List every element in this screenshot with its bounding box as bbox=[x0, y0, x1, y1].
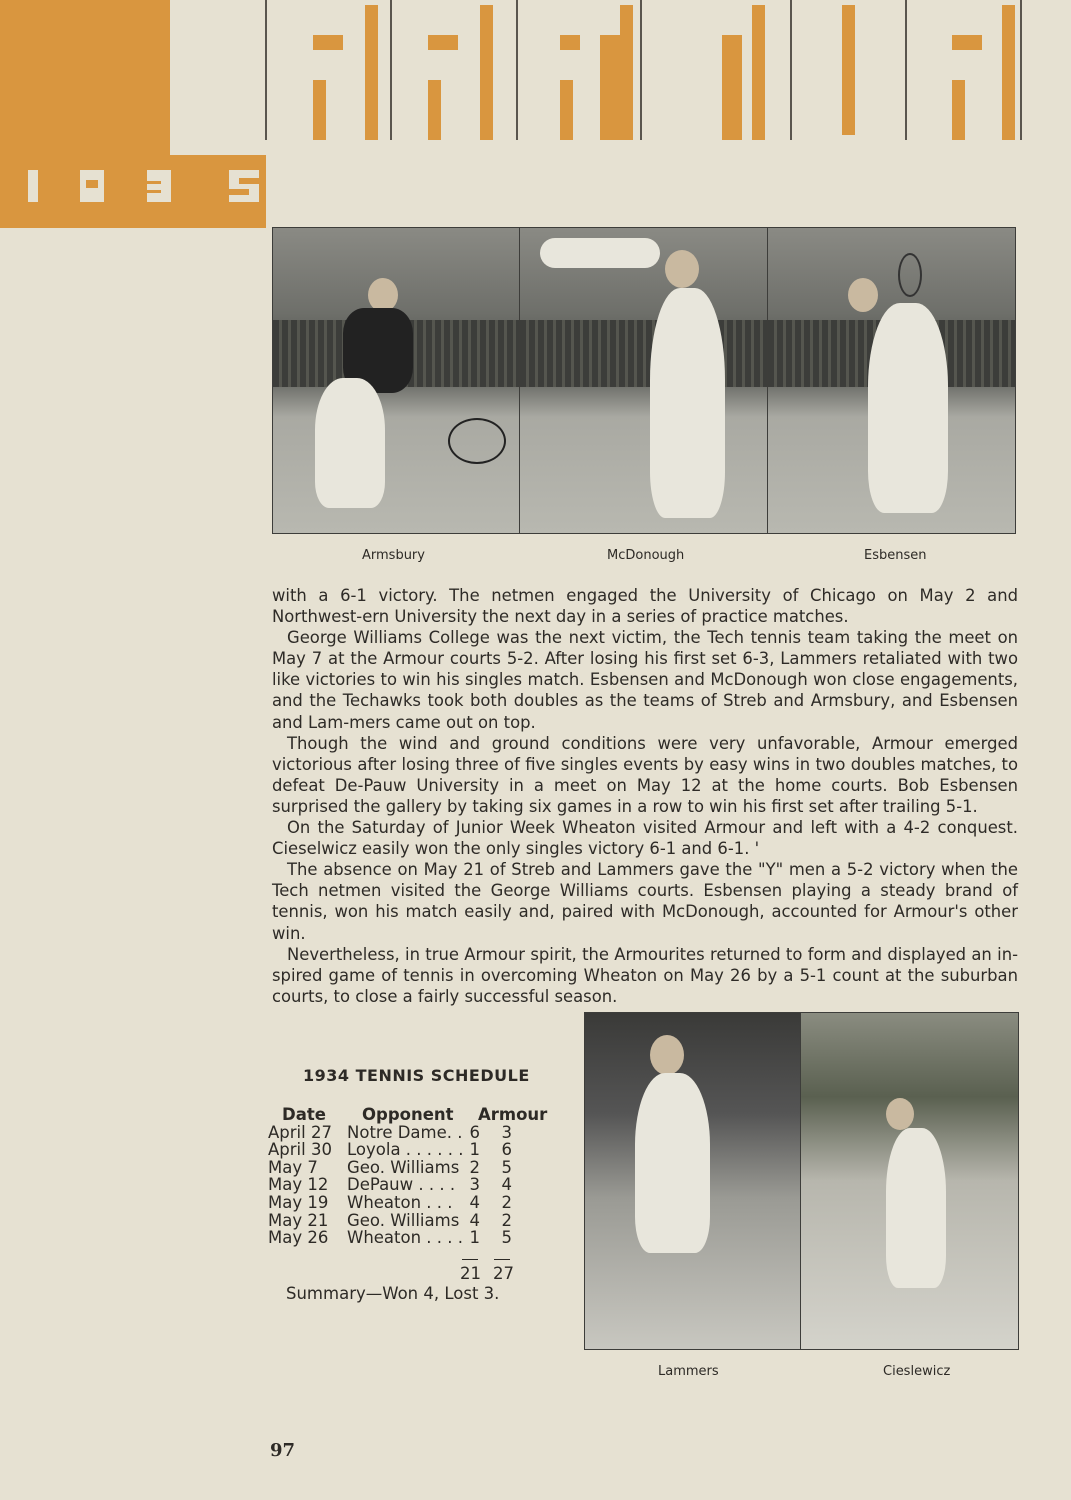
page-number: 97 bbox=[270, 1440, 296, 1461]
article-paragraph: with a 6-1 victory. The netmen engaged the University of Chicago on May 2 and Northwest-ern University the next day in a series of practice matches. bbox=[272, 586, 1018, 627]
row-date: April 30 bbox=[268, 1140, 332, 1160]
totals-rule bbox=[462, 1259, 478, 1260]
row-opponent: Wheaton . . . . bbox=[347, 1228, 464, 1248]
row-armour-score: 5 bbox=[501, 1228, 512, 1248]
photo-cieslewicz bbox=[800, 1012, 1019, 1350]
row-armour-score: 5 bbox=[501, 1157, 512, 1177]
row-date: May 7 bbox=[268, 1157, 318, 1177]
year-digit-5 bbox=[229, 170, 259, 202]
row-armour-score: 6 bbox=[501, 1140, 512, 1160]
article-paragraph: On the Saturday of Junior Week Wheaton visited Armour and left with a 4-2 conquest. Cieselwicz easily won the only singles victory 6-1 and 6-1. ' bbox=[272, 818, 1018, 859]
photo-lammers bbox=[584, 1012, 801, 1350]
article-paragraph: George Williams College was the next victim, the Tech tennis team taking the meet on May 7 at the Armour courts 5-2. After losing his first set 6-3, Lammers retaliated with two like victories to win his singles match. Esbensen and McDonough won close engagements, and the Techawks took both doubles as the teams of Streb and Armsbury, and Esbensen and Lam-mers came out on top. bbox=[272, 628, 1018, 732]
row-armour-score: 2 bbox=[501, 1192, 512, 1212]
totals-rule bbox=[494, 1259, 510, 1260]
row-opp-score: 3 bbox=[469, 1175, 480, 1195]
row-opp-score: 1 bbox=[469, 1140, 480, 1160]
photo-esbensen bbox=[767, 227, 1016, 534]
total-armour: 27 bbox=[493, 1264, 514, 1283]
year-digit-3 bbox=[147, 170, 171, 202]
row-date: May 12 bbox=[268, 1175, 329, 1195]
caption-lammers: Lammers bbox=[658, 1364, 719, 1379]
header-date: Date bbox=[282, 1105, 326, 1124]
row-opp-score: 6 bbox=[469, 1122, 480, 1142]
article-paragraph: Nevertheless, in true Armour spirit, the Armourites returned to form and displayed an in-spired game of tennis in overcoming Wheaton on May 26 by a 5-1 count at the suburban courts, to close a fairly successful season. bbox=[272, 944, 1018, 1006]
caption-cieslewicz: Cieslewicz bbox=[883, 1364, 951, 1379]
photo-mcdonough bbox=[519, 227, 768, 534]
caption-armsbury: Armsbury bbox=[362, 548, 425, 563]
photo-armsbury bbox=[272, 227, 520, 534]
caption-esbensen: Esbensen bbox=[864, 548, 927, 563]
row-opponent: Notre Dame. . bbox=[347, 1122, 463, 1142]
header-opponent: Opponent bbox=[362, 1105, 454, 1124]
row-date: April 27 bbox=[268, 1122, 332, 1142]
row-armour-score: 2 bbox=[501, 1210, 512, 1230]
row-date: May 21 bbox=[268, 1210, 329, 1230]
row-opp-score: 4 bbox=[469, 1192, 480, 1212]
row-date: May 26 bbox=[268, 1228, 329, 1248]
schedule-summary: Summary—Won 4, Lost 3. bbox=[286, 1284, 500, 1303]
article-paragraph: The absence on May 21 of Streb and Lammers gave the "Y" men a 5-2 victory when the Tech netmen visited the George Williams courts. Esbensen playing a steady brand of tennis, won his match easily and, paired with McDonough, accounted for Armour's other win. bbox=[272, 860, 1018, 943]
row-date: May 19 bbox=[268, 1192, 329, 1212]
row-opponent: Geo. Williams bbox=[347, 1157, 460, 1177]
row-armour-score: 3 bbox=[501, 1122, 512, 1142]
article-body bbox=[272, 585, 1018, 1007]
row-opp-score: 2 bbox=[469, 1157, 480, 1177]
row-opponent: Loyola . . . . . . bbox=[347, 1140, 464, 1160]
row-opponent: DePauw . . . . bbox=[347, 1175, 456, 1195]
article-paragraph: Though the wind and ground conditions were very unfavorable, Armour emerged victorious after losing three of five singles events by easy wins in two doubles matches, to defeat De-Pauw University in a meet on May 12 at the home courts. Bob Esbensen surprised the gallery by taking six games in a row to win his first set after trailing 5-1. bbox=[272, 733, 1018, 816]
total-opp: 21 bbox=[460, 1264, 481, 1283]
schedule-title: 1934 TENNIS SCHEDULE bbox=[303, 1066, 530, 1085]
row-opp-score: 1 bbox=[469, 1228, 480, 1248]
row-armour-score: 4 bbox=[501, 1175, 512, 1195]
row-opp-score: 4 bbox=[469, 1210, 480, 1230]
row-opponent: Wheaton . . . bbox=[347, 1192, 453, 1212]
caption-mcdonough: McDonough bbox=[607, 548, 685, 563]
row-opponent: Geo. Williams bbox=[347, 1210, 460, 1230]
header-armour: Armour bbox=[478, 1105, 548, 1124]
year-digit-1 bbox=[28, 170, 38, 202]
